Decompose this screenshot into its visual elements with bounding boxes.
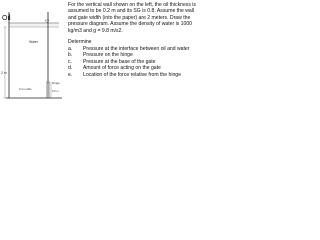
item-text: Amount of force acting on the gate <box>83 65 161 72</box>
gate-width-label: 0.4 m wide <box>19 88 32 91</box>
item-letter: e. <box>68 71 73 78</box>
item-text: Pressure at the interface between oil and water <box>83 45 190 52</box>
gate-height-label: 0.6 m <box>52 90 59 93</box>
item-letter: d. <box>68 65 73 72</box>
depth-label: 2 m <box>1 71 7 75</box>
water-label: Water <box>29 40 38 44</box>
hinge-icon <box>47 81 49 83</box>
determine-heading: Determine <box>68 39 92 46</box>
item-text: Location of the force relative from the hinge <box>83 71 181 78</box>
item-letter: a. <box>68 45 73 52</box>
oil-layer <box>9 23 59 27</box>
water-region <box>9 27 59 98</box>
item-letter: b. <box>68 52 73 59</box>
item-letter: c. <box>68 58 72 65</box>
hinge-label: Hinge <box>52 81 60 85</box>
problem-page <box>0 0 200 102</box>
gate <box>47 82 49 98</box>
tank-diagram <box>0 0 66 102</box>
problem-statement: For the vertical wall shown on the left, the oil thickness is assumed to be 0.2 m and its SG is 0.8. Assume the wall and gate width (into the paper) are 2 meters. Draw the pressure diagram. Assume the density of water is 1000 kg/m3 and g = 9.8 m/s2. <box>68 2 196 34</box>
oil-label: Oil <box>2 15 11 22</box>
question-list <box>68 46 198 78</box>
item-text: Pressure on the hinge <box>83 52 133 59</box>
surface-marker <box>45 20 49 23</box>
list-item <box>68 72 198 78</box>
item-text: Pressure at the base of the gate <box>83 58 156 65</box>
problem-text-panel <box>68 2 198 100</box>
